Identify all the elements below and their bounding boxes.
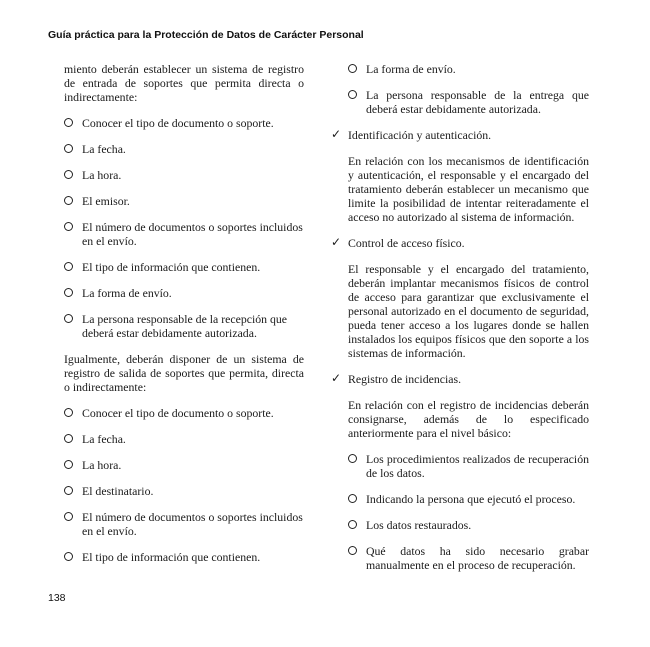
list-item: La hora. [64,168,304,182]
circle-bullet-icon [64,170,73,179]
circle-bullet-icon [64,512,73,521]
section-body: El responsable y el encargado del tratamiento, deberán implantar mecanismos físicos de control de acceso para garantizar que exclusivamente el personal autorizado en el documento de seguridad, pueda tener acceso a los lugares donde se hallen instalados los equipos físicos que den soporte a los sistemas de información. [348,262,589,360]
list-item: Conocer el tipo de documento o soporte. [64,116,304,130]
list-item: Los datos restaurados. [348,518,589,532]
list-item: La fecha. [64,432,304,446]
list-item: Indicando la persona que ejecutó el proceso. [348,492,589,506]
circle-bullet-icon [64,288,73,297]
circle-bullet-icon [348,546,357,555]
circle-bullet-icon [64,460,73,469]
circle-bullet-icon [64,222,73,231]
list-item: La persona responsable de la entrega que deberá estar debidamente autorizada. [348,88,589,116]
circle-bullet-icon [64,144,73,153]
section-heading: ✓ Control de acceso físico. [331,235,465,250]
left-column [64,62,304,576]
section-heading: ✓ Identificación y autenticación. [331,127,492,142]
circle-bullet-icon [348,520,357,529]
list-item: El destinatario. [64,484,304,498]
checkmark-icon: ✓ [331,371,342,385]
list-item: El tipo de información que contienen. [64,260,304,274]
list-item: Qué datos ha sido necesario grabar manualmente en el proceso de recuperación. [348,544,589,572]
circle-bullet-icon [64,552,73,561]
circle-bullet-icon [64,486,73,495]
circle-bullet-icon [348,454,357,463]
entry-intro-paragraph: miento deberán establecer un sistema de registro de entrada de soportes que permita directa o indirectamente: [64,62,304,104]
circle-bullet-icon [64,408,73,417]
list-item: La persona responsable de la recepción que deberá estar debidamente autorizada. [64,312,304,340]
list-item: Los procedimientos realizados de recuperación de los datos. [348,452,589,480]
page-number: 138 [48,592,66,604]
circle-bullet-icon [64,196,73,205]
list-item: Conocer el tipo de documento o soporte. [64,406,304,420]
circle-bullet-icon [348,64,357,73]
section-body: En relación con el registro de incidencias deberán consignarse, además de lo especificado anteriormente para el nivel básico: [348,398,589,440]
list-item: La fecha. [64,142,304,156]
circle-bullet-icon [64,314,73,323]
list-item: El tipo de información que contienen. [64,550,304,564]
circle-bullet-icon [348,90,357,99]
list-item: El número de documentos o soportes incluidos en el envío. [64,510,304,538]
circle-bullet-icon [64,434,73,443]
list-item: El emisor. [64,194,304,208]
circle-bullet-icon [348,494,357,503]
section-heading: ✓ Registro de incidencias. [331,371,462,386]
list-item: El número de documentos o soportes incluidos en el envío. [64,220,304,248]
exit-intro-paragraph: Igualmente, deberán disponer de un sistema de registro de salida de soportes que permita, directa o indirectamente: [64,352,304,394]
checkmark-icon: ✓ [331,127,342,141]
checkmark-icon: ✓ [331,235,342,249]
list-item: La forma de envío. [348,62,589,76]
list-item: La hora. [64,458,304,472]
section-body: En relación con los mecanismos de identificación y autenticación, el responsable y el encargado del tratamiento deberán establecer un mecanismo que limite la posibilidad de intentar reiteradamente el acceso no autorizado al sistema de información. [348,154,589,224]
circle-bullet-icon [64,262,73,271]
list-item: La forma de envío. [64,286,304,300]
circle-bullet-icon [64,118,73,127]
right-column [331,62,589,584]
running-header: Guía práctica para la Protección de Datos de Carácter Personal [48,29,364,41]
